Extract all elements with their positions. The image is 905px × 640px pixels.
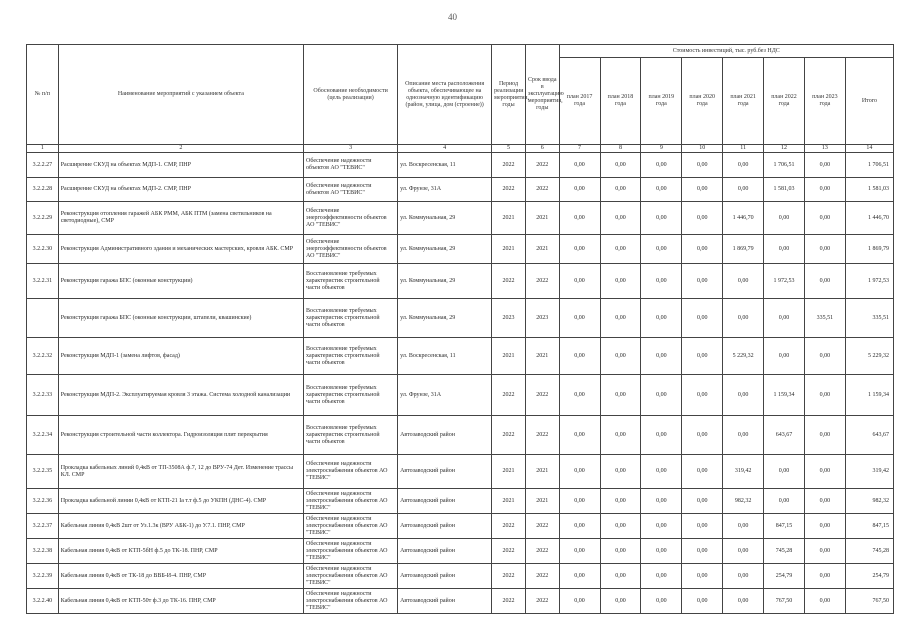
row-year-value: 0,00 — [764, 202, 805, 235]
row-year-value: 0,00 — [804, 514, 845, 539]
investment-table-sheet — [26, 44, 894, 634]
row-year-value: 0,00 — [559, 589, 600, 614]
row-finish: 2022 — [525, 416, 559, 455]
column-index-cell: 3 — [304, 145, 398, 153]
row-need: Восстановление требуемых характеристик строительной части объектов — [304, 338, 398, 375]
row-year-value: 1 869,79 — [723, 235, 764, 264]
row-period: 2022 — [492, 153, 526, 178]
table-row — [27, 338, 894, 375]
row-finish: 2023 — [525, 299, 559, 338]
row-finish: 2021 — [525, 338, 559, 375]
row-period: 2021 — [492, 202, 526, 235]
table-row — [27, 178, 894, 202]
table-row — [27, 202, 894, 235]
row-year-value: 0,00 — [559, 264, 600, 299]
column-index-cell: 7 — [559, 145, 600, 153]
row-name: Реконструкция Административного здания и механических мастерских, кровля АБК. СМР — [58, 235, 303, 264]
row-year-value: 0,00 — [804, 539, 845, 564]
row-finish: 2022 — [525, 178, 559, 202]
row-need: Обеспечение энергоэффективности объектов АО "ТЕВИС" — [304, 235, 398, 264]
row-year-value: 0,00 — [559, 299, 600, 338]
column-index-cell: 9 — [641, 145, 682, 153]
row-finish: 2022 — [525, 153, 559, 178]
header-finish: Срок ввода в эксплуатацию мероприятия, годы — [525, 45, 559, 145]
row-year-value: 0,00 — [804, 489, 845, 514]
table-row — [27, 489, 894, 514]
row-year-value: 0,00 — [804, 235, 845, 264]
row-year-value: 0,00 — [600, 338, 641, 375]
row-name: Реконструкция строительной части коллектора. Гидроизоляция плит перекрытия — [58, 416, 303, 455]
row-number: 3.2.2.30 — [27, 235, 59, 264]
row-period: 2022 — [492, 416, 526, 455]
row-period: 2022 — [492, 375, 526, 416]
row-number: 3.2.2.37 — [27, 514, 59, 539]
row-total: 745,28 — [845, 539, 893, 564]
column-index-cell: 11 — [723, 145, 764, 153]
row-period: 2021 — [492, 338, 526, 375]
row-year-value: 0,00 — [600, 589, 641, 614]
row-year-value: 0,00 — [804, 338, 845, 375]
table-body — [27, 153, 894, 614]
row-number: 3.2.2.38 — [27, 539, 59, 564]
row-finish: 2021 — [525, 489, 559, 514]
row-year-value: 0,00 — [682, 338, 723, 375]
row-number: 3.2.2.28 — [27, 178, 59, 202]
row-total: 335,51 — [845, 299, 893, 338]
row-year-value: 0,00 — [764, 455, 805, 489]
row-year-value: 0,00 — [804, 416, 845, 455]
table-row — [27, 299, 894, 338]
row-number: 3.2.2.29 — [27, 202, 59, 235]
column-index-cell: 14 — [845, 145, 893, 153]
row-total: 847,15 — [845, 514, 893, 539]
row-year-value: 0,00 — [600, 514, 641, 539]
row-name: Реконструкция гаража БПС (оконные конструкции) — [58, 264, 303, 299]
row-finish: 2021 — [525, 455, 559, 489]
table-row — [27, 416, 894, 455]
row-year-value: 0,00 — [682, 299, 723, 338]
header-period: Период реализации мероприятия, годы — [492, 45, 526, 145]
row-year-value: 982,32 — [723, 489, 764, 514]
row-period: 2022 — [492, 178, 526, 202]
header-year: план 2018 года — [600, 58, 641, 145]
row-period: 2023 — [492, 299, 526, 338]
column-index-cell: 5 — [492, 145, 526, 153]
row-year-value: 0,00 — [559, 202, 600, 235]
row-place: Автозаводский район — [398, 564, 492, 589]
row-year-value: 0,00 — [600, 416, 641, 455]
row-name: Прокладка кабельных линий 0,4кВ от ТП-3508А ф.7, 12 до ВРУ-74 Дет. Изменение трассы КЛ. СМР — [58, 455, 303, 489]
header-total: Итого — [845, 58, 893, 145]
header-year: план 2022 года — [764, 58, 805, 145]
column-index-cell: 12 — [764, 145, 805, 153]
column-index-cell: 6 — [525, 145, 559, 153]
row-year-value: 0,00 — [682, 589, 723, 614]
row-period: 2021 — [492, 235, 526, 264]
row-year-value: 0,00 — [559, 178, 600, 202]
row-year-value: 0,00 — [723, 539, 764, 564]
row-year-value: 0,00 — [682, 514, 723, 539]
row-place: ул. Коммунальная, 29 — [398, 202, 492, 235]
row-year-value: 0,00 — [804, 264, 845, 299]
row-name: Реконструкция отопления гаражей АБК РММ, АБК ПТМ (замена светильников на светодиодные), СМР — [58, 202, 303, 235]
header-year: план 2023 года — [804, 58, 845, 145]
row-year-value: 0,00 — [804, 455, 845, 489]
row-year-value: 319,42 — [723, 455, 764, 489]
header-place: Описание места расположения объекта, обеспечивающее на однозначную идентификацию (район, улица, дом (строение)) — [398, 45, 492, 145]
row-year-value: 0,00 — [764, 235, 805, 264]
row-total: 1 972,53 — [845, 264, 893, 299]
row-place: ул. Коммунальная, 29 — [398, 299, 492, 338]
row-year-value: 643,67 — [764, 416, 805, 455]
row-year-value: 0,00 — [559, 489, 600, 514]
row-year-value: 5 229,32 — [723, 338, 764, 375]
row-finish: 2022 — [525, 564, 559, 589]
row-year-value: 0,00 — [600, 489, 641, 514]
row-name: Расширение СКУД на объектах МДП-2. СМР, ПНР — [58, 178, 303, 202]
row-total: 982,32 — [845, 489, 893, 514]
row-year-value: 0,00 — [641, 178, 682, 202]
row-year-value: 847,15 — [764, 514, 805, 539]
row-year-value: 0,00 — [682, 489, 723, 514]
page-number: 40 — [448, 12, 457, 22]
header-name: Наименование мероприятий с указанием объекта — [58, 45, 303, 145]
row-year-value: 0,00 — [804, 153, 845, 178]
row-name: Реконструкция МДП-1 (замена лифтов, фасад) — [58, 338, 303, 375]
row-year-value: 0,00 — [764, 299, 805, 338]
row-year-value: 0,00 — [559, 153, 600, 178]
row-number: 3.2.2.33 — [27, 375, 59, 416]
row-year-value: 0,00 — [641, 235, 682, 264]
table-row — [27, 153, 894, 178]
row-year-value: 0,00 — [682, 416, 723, 455]
row-total: 319,42 — [845, 455, 893, 489]
column-index-cell: 8 — [600, 145, 641, 153]
row-place: ул. Фрунзе, 31А — [398, 375, 492, 416]
row-place: Автозаводский район — [398, 514, 492, 539]
header-year: план 2021 года — [723, 58, 764, 145]
row-year-value: 0,00 — [600, 235, 641, 264]
row-year-value: 0,00 — [641, 264, 682, 299]
row-period: 2022 — [492, 539, 526, 564]
header-year: план 2019 года — [641, 58, 682, 145]
row-year-value: 745,28 — [764, 539, 805, 564]
header-num: № п/п — [27, 45, 59, 145]
row-total: 5 229,32 — [845, 338, 893, 375]
row-year-value: 254,79 — [764, 564, 805, 589]
row-year-value: 335,51 — [804, 299, 845, 338]
row-finish: 2022 — [525, 589, 559, 614]
row-total: 1 159,34 — [845, 375, 893, 416]
row-year-value: 767,50 — [764, 589, 805, 614]
row-year-value: 0,00 — [723, 564, 764, 589]
row-year-value: 1 581,03 — [764, 178, 805, 202]
row-year-value: 0,00 — [682, 375, 723, 416]
row-year-value: 0,00 — [682, 235, 723, 264]
row-name: Кабельная линия 0,4кВ от КТП-5бН ф.5 до ТК-18. ПНР, СМР — [58, 539, 303, 564]
row-finish: 2021 — [525, 235, 559, 264]
table-row — [27, 589, 894, 614]
row-finish: 2021 — [525, 202, 559, 235]
row-year-value: 0,00 — [559, 564, 600, 589]
row-year-value: 0,00 — [723, 589, 764, 614]
row-period: 2022 — [492, 514, 526, 539]
row-year-value: 0,00 — [804, 589, 845, 614]
row-finish: 2022 — [525, 539, 559, 564]
row-place: ул. Воскресенская, 11 — [398, 153, 492, 178]
row-need: Обеспечение надежности электроснабжения объектов АО "ТЕВИС" — [304, 514, 398, 539]
row-total: 1 706,51 — [845, 153, 893, 178]
row-year-value: 0,00 — [600, 264, 641, 299]
row-year-value: 0,00 — [723, 178, 764, 202]
row-place: Автозаводский район — [398, 489, 492, 514]
row-total: 1 869,79 — [845, 235, 893, 264]
row-year-value: 0,00 — [641, 564, 682, 589]
row-need: Обеспечение надежности объектов АО "ТЕВИС" — [304, 178, 398, 202]
row-year-value: 0,00 — [559, 235, 600, 264]
row-finish: 2022 — [525, 514, 559, 539]
column-index-cell: 10 — [682, 145, 723, 153]
row-year-value: 0,00 — [682, 178, 723, 202]
row-name: Прокладка кабельной линии 0,4кВ от КТП-21 Iа т.т ф.5 до УКПН (ДНС-4). СМР — [58, 489, 303, 514]
row-year-value: 0,00 — [600, 153, 641, 178]
row-year-value: 0,00 — [600, 539, 641, 564]
row-number: 3.2.2.32 — [27, 338, 59, 375]
row-year-value: 0,00 — [723, 514, 764, 539]
row-year-value: 0,00 — [559, 416, 600, 455]
row-year-value: 0,00 — [641, 338, 682, 375]
header-need: Обоснование необходимости (цель реализации) — [304, 45, 398, 145]
row-year-value: 0,00 — [723, 375, 764, 416]
row-year-value: 0,00 — [641, 416, 682, 455]
table-row — [27, 455, 894, 489]
row-number: 3.2.2.35 — [27, 455, 59, 489]
row-total: 1 446,70 — [845, 202, 893, 235]
row-place: Автозаводский район — [398, 589, 492, 614]
row-period: 2022 — [492, 264, 526, 299]
row-need: Обеспечение надежности электроснабжения объектов АО "ТЕВИС" — [304, 455, 398, 489]
column-index-cell: 1 — [27, 145, 59, 153]
row-period: 2021 — [492, 455, 526, 489]
row-year-value: 0,00 — [764, 489, 805, 514]
row-total: 254,79 — [845, 564, 893, 589]
row-number: 3.2.2.34 — [27, 416, 59, 455]
row-place: ул. Коммунальная, 29 — [398, 264, 492, 299]
table-row — [27, 235, 894, 264]
row-name: Кабельная линия 0,4кВ от ТК-18 до ВВБ-И-4. ПНР, СМР — [58, 564, 303, 589]
table-row — [27, 564, 894, 589]
header-cost-group: Стоимость инвестиций, тыс. руб.без НДС — [559, 45, 893, 58]
row-need: Восстановление требуемых характеристик строительной части объектов — [304, 299, 398, 338]
row-number: 3.2.2.36 — [27, 489, 59, 514]
row-need: Обеспечение надежности электроснабжения объектов АО "ТЕВИС" — [304, 489, 398, 514]
row-year-value: 0,00 — [600, 455, 641, 489]
column-index-cell: 4 — [398, 145, 492, 153]
row-year-value: 0,00 — [600, 564, 641, 589]
column-index-cell: 13 — [804, 145, 845, 153]
row-year-value: 0,00 — [600, 299, 641, 338]
row-need: Обеспечение надежности электроснабжения объектов АО "ТЕВИС" — [304, 539, 398, 564]
row-year-value: 0,00 — [723, 416, 764, 455]
row-year-value: 0,00 — [682, 264, 723, 299]
row-year-value: 0,00 — [641, 589, 682, 614]
row-number — [27, 299, 59, 338]
row-year-value: 0,00 — [600, 202, 641, 235]
row-year-value: 0,00 — [641, 202, 682, 235]
row-need: Восстановление требуемых характеристик строительной части объектов — [304, 416, 398, 455]
row-year-value: 0,00 — [764, 338, 805, 375]
row-total: 643,67 — [845, 416, 893, 455]
row-year-value: 0,00 — [682, 202, 723, 235]
row-year-value: 0,00 — [804, 564, 845, 589]
row-number: 3.2.2.31 — [27, 264, 59, 299]
row-need: Восстановление требуемых характеристик строительной части объектов — [304, 264, 398, 299]
row-year-value: 0,00 — [723, 153, 764, 178]
row-year-value: 0,00 — [641, 299, 682, 338]
row-year-value: 1 972,53 — [764, 264, 805, 299]
row-need: Обеспечение энергоэффективности объектов АО "ТЕВИС" — [304, 202, 398, 235]
row-year-value: 0,00 — [559, 514, 600, 539]
row-year-value: 0,00 — [559, 539, 600, 564]
row-year-value: 0,00 — [641, 489, 682, 514]
row-period: 2022 — [492, 564, 526, 589]
row-year-value: 0,00 — [723, 264, 764, 299]
row-year-value: 0,00 — [641, 455, 682, 489]
row-finish: 2022 — [525, 375, 559, 416]
row-need: Восстановление требуемых характеристик строительной части объектов — [304, 375, 398, 416]
row-name: Кабельная линия 0,4кВ от КТП-50т ф.3 до ТК-16. ПНР, СМР — [58, 589, 303, 614]
row-name: Расширение СКУД на объектах МДП-1. СМР, ПНР — [58, 153, 303, 178]
row-year-value: 0,00 — [682, 539, 723, 564]
column-index-cell: 2 — [58, 145, 303, 153]
row-finish: 2022 — [525, 264, 559, 299]
row-year-value: 0,00 — [600, 178, 641, 202]
row-name: Кабельная линия 0,4кВ 2шт от Уз.1.3к (ВРУ АБК-1) до У.7.1. ПНР, СМР — [58, 514, 303, 539]
table-row — [27, 539, 894, 564]
investment-table — [26, 44, 894, 614]
row-place: ул. Фрунзе, 31А — [398, 178, 492, 202]
row-place: Автозаводский район — [398, 455, 492, 489]
header-year: план 2017 года — [559, 58, 600, 145]
row-year-value: 0,00 — [723, 299, 764, 338]
row-total: 1 581,03 — [845, 178, 893, 202]
row-year-value: 0,00 — [804, 178, 845, 202]
row-year-value: 0,00 — [559, 338, 600, 375]
row-year-value: 0,00 — [559, 455, 600, 489]
table-row — [27, 375, 894, 416]
row-place: Автозаводский район — [398, 539, 492, 564]
row-year-value: 1 706,51 — [764, 153, 805, 178]
row-year-value: 0,00 — [559, 375, 600, 416]
row-place: Автозаводский район — [398, 416, 492, 455]
row-year-value: 0,00 — [682, 455, 723, 489]
row-year-value: 0,00 — [804, 202, 845, 235]
row-year-value: 0,00 — [682, 564, 723, 589]
row-place: ул. Воскресенская, 11 — [398, 338, 492, 375]
header-year: план 2020 года — [682, 58, 723, 145]
row-year-value: 0,00 — [641, 375, 682, 416]
row-period: 2022 — [492, 589, 526, 614]
row-need: Обеспечение надежности электроснабжения объектов АО "ТЕВИС" — [304, 589, 398, 614]
row-year-value: 1 159,34 — [764, 375, 805, 416]
row-year-value: 1 446,70 — [723, 202, 764, 235]
table-row — [27, 264, 894, 299]
row-number: 3.2.2.39 — [27, 564, 59, 589]
row-need: Обеспечение надежности электроснабжения объектов АО "ТЕВИС" — [304, 564, 398, 589]
row-place: ул. Коммунальная, 29 — [398, 235, 492, 264]
row-name: Реконструкция гаража БПС (оконные конструкции, штапели, квашинские) — [58, 299, 303, 338]
row-year-value: 0,00 — [641, 514, 682, 539]
row-name: Реконструкция МДП-2. Эксплуатируемая кровля 3 этажа. Система холодной канализации — [58, 375, 303, 416]
row-year-value: 0,00 — [804, 375, 845, 416]
row-year-value: 0,00 — [641, 539, 682, 564]
row-number: 3.2.2.40 — [27, 589, 59, 614]
row-year-value: 0,00 — [682, 153, 723, 178]
row-period: 2021 — [492, 489, 526, 514]
table-row — [27, 514, 894, 539]
row-need: Обеспечение надежности объектов АО "ТЕВИС" — [304, 153, 398, 178]
column-index-row — [27, 145, 894, 153]
row-year-value: 0,00 — [641, 153, 682, 178]
row-total: 767,50 — [845, 589, 893, 614]
row-year-value: 0,00 — [600, 375, 641, 416]
row-number: 3.2.2.27 — [27, 153, 59, 178]
